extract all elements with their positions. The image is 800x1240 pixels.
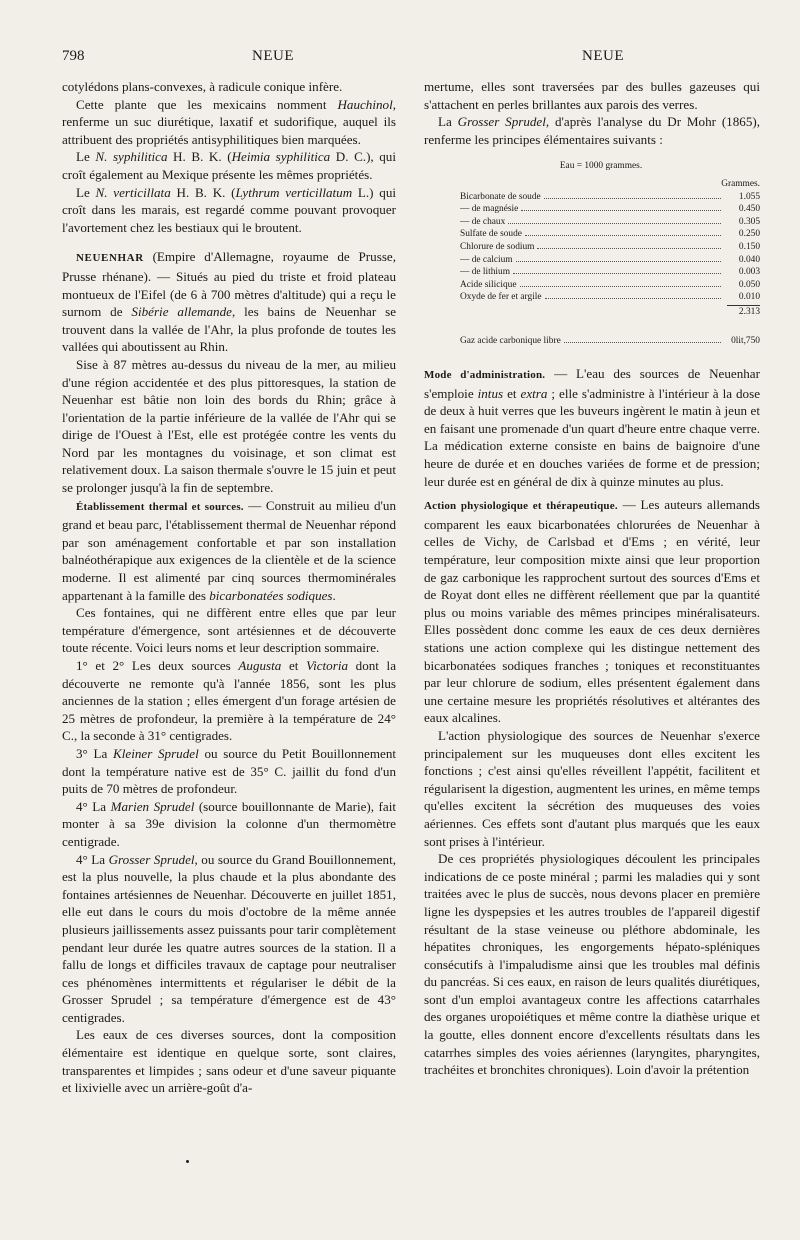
paragraph: Le N. verticillata H. B. K. (Lythrum verticillatum L.) qui croît dans les marais, est regardé comme pouvant provoquer l'avortement chez les bestiaux qui le broutent. — [62, 184, 397, 235]
table-row: — de lithium 0.003 — [460, 267, 760, 278]
entry-headword: NEUENHAR — [76, 252, 144, 265]
paragraph: La Grosser Sprudel, d'après l'analyse du Dr Mohr (1865), renferme les principes élémentaires suivants : — [424, 114, 760, 147]
running-header — [0, 48, 800, 68]
table-row-gas: Gaz acide carbonique libre 0lit,750 — [460, 335, 760, 346]
entry-neuenhar: NEUENHAR (Empire d'Allemagne, royaume de Prusse, Prusse rhénane). — Situés au pied du triste et froid plateau montueux de l'Eifel (de 6 à 700 mètres d'altitude) qui a reçu le surnom de Sibérie allemande, les bains de Neuenhar se trouvent dans la vallée de l'Ahr, la plus profonde de toutes les vallées qui aboutissent au Rhin. — [62, 249, 397, 355]
table-unit: Grammes. — [721, 178, 760, 189]
table-rows — [424, 191, 760, 304]
paragraph: 3° La Kleiner Sprudel ou source du Petit Bouillonnement dont la température native est de 35° C. jaillit du fond d'un puits de 70 mètres de profondeur. — [62, 745, 397, 797]
table-row: Sulfate de soude 0.250 — [460, 229, 760, 240]
paragraph: Sise à 87 mètres au-dessus du niveau de la mer, au milieu d'une région accidentée et des plus pittoresques, la station de Neuenhar est bâtie non loin des bords du Rhin; grâce à l'orientation de la partie inférieure de la vallée de l'Ahr qui se dirige de l'Ouest à l'Est, elle est protégée contre les vents du Nord par les montagnes du voisinage, et son climat est relativement doux. La saison thermale s'ouvre le 15 juin et peut se prolonger jusqu'à la fin de septembre. — [62, 356, 396, 496]
section-heading: Établissement thermal et sources. — [76, 500, 244, 513]
analysis-table — [424, 160, 760, 347]
table-row: Bicarbonate de soude 1.055 — [460, 191, 760, 202]
paragraph: Action physiologique et thérapeutique. — Les auteurs allemands comparent les eaux bicarbonatées chlorurées de Neuenhar à celles de Vichy, de Carlsbad et d'Ems ; en vérité, leur température, leur composition mixte ainsi que leur proportion de gaz carbonique les rapprochent surtout des sources d'Ems et de Royat dont elles ne diffèrent réellement que par la quantité plus ou moins variable des mêmes principes minéralisateurs. Elles possèdent donc comme les eaux de ces deux dernières stations une action complexe qui les distingue nettement des bicarbonatées sodiques franches ; toniques et reconstituantes par leur chlorure de sodium, elles présentent également dans une certaine mesure les propriétés résolutives et altérantes des eaux alcalines. — [424, 497, 760, 726]
right-running-head: NEUE — [582, 48, 624, 64]
table-caption: Eau = 1000 grammes. — [559, 161, 643, 172]
paragraph: Ces fontaines, qui ne diffèrent entre elles que par leur température d'émergence, sont artésiennes et de découverte toute récente. Voici leurs noms et leur description sommaire. — [62, 605, 396, 656]
paragraph: 1° et 2° Les deux sources Augusta et Victoria dont la découverte ne remonte qu'à l'année 1856, sont les plus anciennes de la station ; elles émergent d'un forage artésien de 25 mètres de profondeur, la première à la température de 24° C., la seconde à 31° centigrades. — [62, 658, 396, 744]
table-row: — de chaux 0.305 — [460, 216, 760, 227]
left-running-head: NEUE — [252, 48, 294, 64]
paragraph: Établissement thermal et sources. — Construit au milieu d'un grand et beau parc, l'établissement thermal de Neuenhar répond par son aménagement confortable et par son installation balnéothérapique aux exigences de la clientèle et de la science moderne. Il est alimenté par cinq sources thermominérales appartenant à la famille des bicarbonatées sodiques. — [62, 497, 396, 603]
paragraph: mertume, elles sont traversées par des bulles gazeuses qui s'attachent en perles brillantes aux parois des verres. — [424, 79, 760, 112]
right-column — [424, 78, 760, 1079]
paragraph: De ces propriétés physiologiques découlent les principales indications de ce poste minéral ; parmi les maladies qui y sont traitées avec le plus de succès, nous devons placer en première ligne les dyspepsies et les autres troubles de l'appareil digestif résultant de la stase veineuse ou pléthore abdominale, les hépatites chroniques, les engorgements hépato-spléniques consécutifs à l'impaludisme ainsi que les troubles mal définis du pancréas. Si ces eaux, en raison de leurs qualités diurétiques, sont d'un emploi avantageux contre les affections catarrhales des organes uropoiétiques et même contre la diathèse urique et la goutte, elles donnent encore d'excellents résultats dans les catarrhes simples des voies aériennes (laryngites, pharyngites, trachéites et bronchites chroniques). Loin d'avoir la prétention — [424, 851, 760, 1078]
paragraph: Le N. syphilitica H. B. K. (Heimia syphilitica D. C.), qui croît également au Mexique présente les mêmes propriétés. — [62, 149, 396, 182]
table-row: Oxyde de fer et argile 0.010 — [460, 292, 760, 303]
paragraph: cotylédons plans-convexes, à radicule conique infère. — [62, 79, 343, 94]
paragraph: Les eaux de ces diverses sources, dont la composition élémentaire est identique en quelque sorte, sont claires, transparentes et limpides ; sans odeur et d'une saveur piquante et lixivielle avec un arrière-goût d'a- — [62, 1027, 396, 1096]
table-row: Chlorure de sodium 0.150 — [460, 241, 760, 252]
table-row: — de magnésie 0.450 — [460, 204, 760, 215]
table-total: 2.313 — [424, 306, 760, 319]
paragraph: 4° La Grosser Sprudel, ou source du Grand Bouillonnement, est la plus nouvelle, la plus chaude et la plus abondante des fontaines artésiennes de Neuenhar. Découverte en juillet 1851, elle eut dans le cours du mois d'octobre de la même année plusieurs jaillissements assez puissants pour tarir complètement pendant leur durée les quatre autres sources de la station. Il a fallu de longs et difficiles travaux de captage pour neutraliser ces phénomènes intermittents et régulariser le débit de la Grosser Sprudel ; sa température d'émergence est de 43° centigrades. — [62, 851, 397, 1025]
paragraph: L'action physiologique des sources de Neuenhar s'exerce principalement sur les muqueuses dont elles excitent les fonctions ; c'est ainsi qu'elles réveillent l'appétit, facilitent et régularisent la digestion, augmentent les urines, en même temps qu'elles excitent la sécrétion des muqueuses des voies aériennes. Ces effets sont d'autant plus marqués que les eaux sont prises à l'intérieur. — [424, 727, 760, 849]
paragraph: 4° La Marien Sprudel (source bouillonnante de Marie), fait monter à sa 39e division la colonne d'un thermomètre centigrade. — [62, 798, 396, 849]
printing-speck — [186, 1160, 189, 1163]
paragraph: Mode d'administration. — L'eau des sources de Neuenhar s'emploie intus et extra ; elle s'administre à l'intérieur à la dose de deux à huit verres que les buveurs ingèrent le matin à jeun et en faisant une promenade d'un quart d'heure entre chaque verre. La médication externe consiste en bains de baignoire d'une heure de durée et en douches variées de forme et de pression; leur durée est en général de dix à quinze minutes au plus. — [424, 366, 761, 489]
table-row: — de calcium 0.040 — [460, 254, 760, 265]
page-number: 798 — [62, 48, 85, 64]
left-column — [62, 78, 396, 1097]
section-heading: Action physiologique et thérapeutique. — [424, 500, 618, 513]
section-heading: Mode d'administration. — [424, 369, 546, 382]
table-row: Acide silicique 0.050 — [460, 279, 760, 290]
paragraph: Cette plante que les mexicains nomment Hauchinol, renferme un suc diurétique, laxatif et sudorifique, auquel ils attribuent des propriétés antisyphilitiques bien marquées. — [62, 96, 396, 147]
